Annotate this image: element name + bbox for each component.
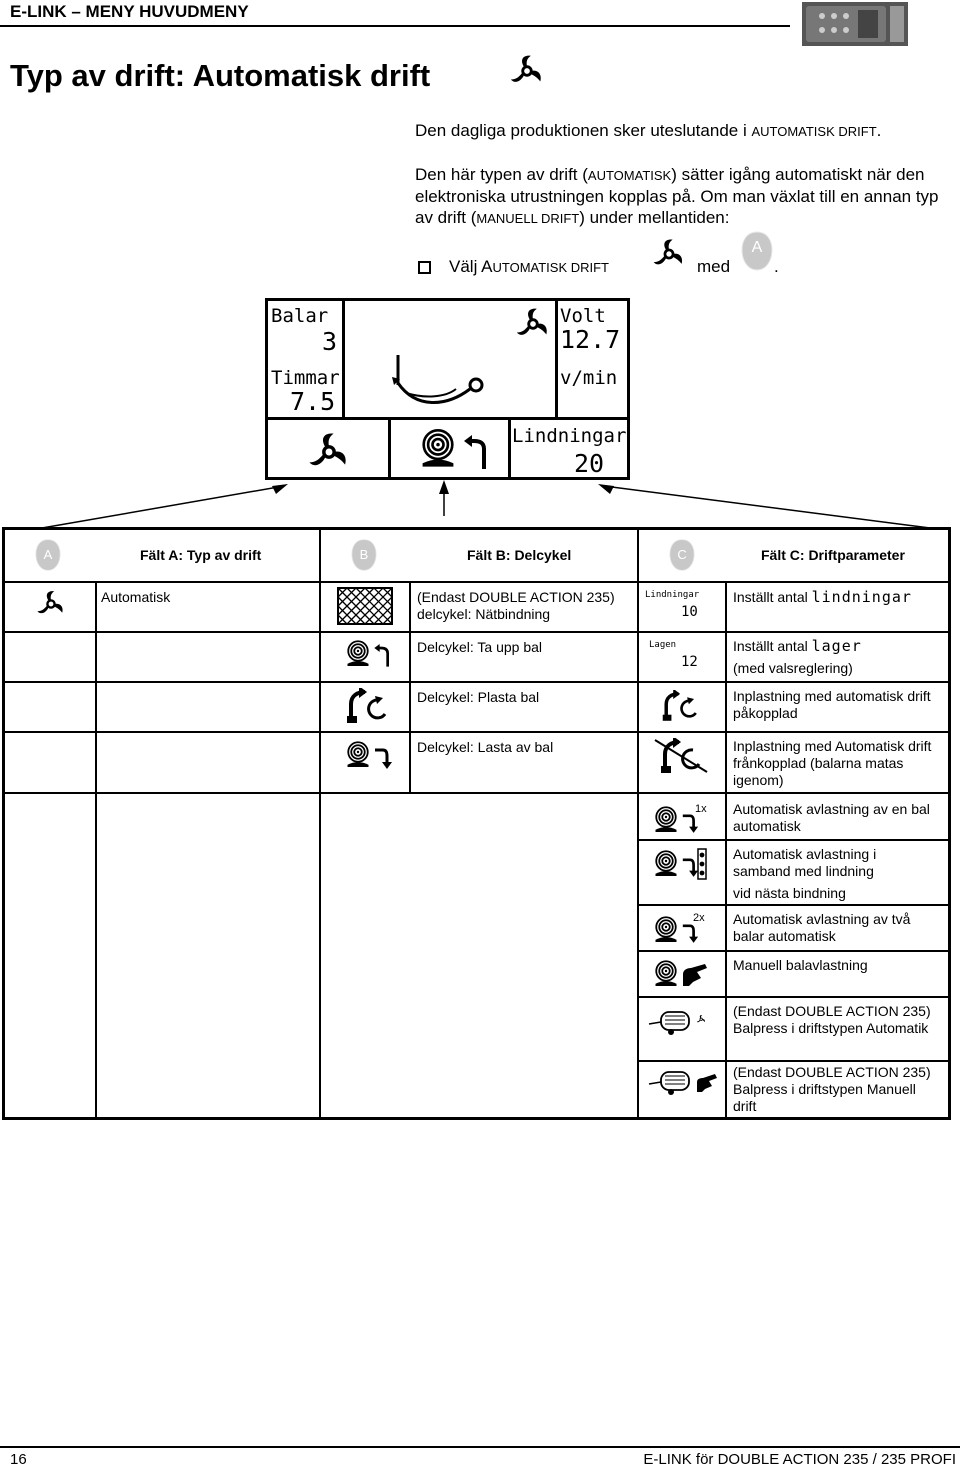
- page-number: 16: [10, 1451, 27, 1466]
- header-rule: [0, 25, 790, 27]
- lcd-bales-label: Balar: [271, 305, 329, 327]
- intro-text: [415, 120, 960, 251]
- unload-1x-icon: [651, 804, 681, 836]
- field-c-layers-note: (med valsreglering): [733, 660, 853, 676]
- unload-bale-icon: [343, 738, 373, 772]
- baler-rotor-icon: [386, 349, 496, 413]
- control-box-logo-icon: [802, 2, 908, 46]
- layers-setting-value: 12: [681, 654, 698, 670]
- field-c-wrap-auto-on: Inplastning med automatisk drift påkopplad: [733, 688, 931, 721]
- field-c-baler-manual: (Endast DOUBLE ACTION 235) Balpress i driftstypen Manuell drift: [733, 1064, 931, 1114]
- field-b-net-binding: (Endast DOUBLE ACTION 235) delcykel: Nätbindning: [417, 589, 615, 622]
- wraps-setting-value: 10: [681, 604, 698, 620]
- field-table: [2, 527, 951, 1120]
- wrap-bale-icon: [345, 688, 391, 724]
- table-row-divider: [637, 839, 948, 841]
- lcd-wraps-value: 20: [574, 449, 605, 478]
- net-binding-icon: [337, 587, 393, 625]
- page-title: Typ av drift: Automatisk drift: [10, 58, 431, 93]
- down-arrow-icon: [681, 922, 699, 944]
- table-col-divider: [637, 530, 639, 1117]
- table-col-divider: [319, 530, 321, 1117]
- table-row-divider: [5, 581, 948, 583]
- manual-unload-icon: [651, 958, 681, 990]
- instruction-period: .: [774, 257, 779, 276]
- field-a-value: Automatisk: [101, 589, 171, 605]
- down-arrow-icon: [373, 746, 393, 770]
- wrap-auto-on-icon: [661, 690, 701, 722]
- lcd-hours-value: 7.5: [290, 387, 336, 416]
- unload-1x-label: 1x: [695, 803, 707, 815]
- layers-setting-label: Lagen: [649, 640, 677, 650]
- pick-up-bale-icon: [343, 637, 373, 671]
- header-field-c: Fält C: Driftparameter: [761, 547, 905, 563]
- table-row-divider: [5, 631, 948, 633]
- table-row-divider: [5, 792, 948, 794]
- svg-text:A: A: [43, 547, 53, 563]
- field-c-layers: Inställt antal lager: [733, 637, 862, 655]
- instruction-med: med: [697, 257, 731, 276]
- lcd-divider: [388, 419, 391, 477]
- unload-2x-icon: [651, 914, 681, 946]
- field-c-unload-1x: Automatisk avlastning av en bal automatisk: [733, 801, 930, 834]
- field-c-unload-with-wrap-note: vid nästa bindning: [733, 885, 846, 901]
- instruction-text: Välj AUTOMATISK DRIFT: [449, 257, 610, 276]
- pointer-arrows: [0, 480, 960, 530]
- table-col-divider: [95, 581, 97, 1117]
- intro-paragraph-2: Den här typen av drift (AUTOMATISK) sätter igång automatiskt när den elektroniska utrustningen kopplas på. Om man växlat till en annan typ av drift (MANUELL DRIFT) under mellantiden:: [415, 165, 939, 227]
- table-row-divider: [5, 681, 948, 683]
- down-arrow-icon: [681, 812, 699, 834]
- lcd-display: [265, 298, 630, 480]
- automatic-mode-icon: [651, 236, 687, 272]
- lcd-divider: [342, 301, 345, 419]
- intro-paragraph-1: Den dagliga produktionen sker uteslutande i AUTOMATISK DRIFT.: [415, 121, 882, 140]
- footer-doc-title: E-LINK för DOUBLE ACTION 235 / 235 PROFI: [643, 1451, 956, 1466]
- table-row-divider: [637, 996, 948, 998]
- field-c-baler-auto: (Endast DOUBLE ACTION 235) Balpress i driftstypen Automatik: [733, 1003, 931, 1036]
- unload-with-wrap-icon: [651, 848, 681, 880]
- header-field-b: Fält B: Delcykel: [467, 547, 572, 563]
- svg-text:C: C: [677, 547, 687, 563]
- field-c-unload-2x: Automatisk avlastning av två balar automatisk: [733, 911, 911, 944]
- table-row-divider: [637, 950, 948, 952]
- key-b-icon: [349, 538, 379, 572]
- target-bale-icon: [416, 425, 460, 473]
- field-c-wraps: Inställt antal lindningar: [733, 588, 912, 606]
- automatic-mode-icon: [514, 305, 552, 343]
- header-title: E-LINK – MENY HUVUDMENY: [10, 2, 249, 21]
- lcd-volt-label: Volt: [560, 305, 606, 327]
- lcd-divider: [268, 417, 627, 420]
- field-c-unload-with-wrap: Automatisk avlastning i samband med lindning: [733, 846, 877, 879]
- unload-2x-label: 2x: [693, 912, 705, 924]
- table-col-divider: [409, 581, 411, 792]
- svg-text:B: B: [359, 547, 369, 563]
- automatic-mode-icon: [306, 429, 352, 475]
- table-row-divider: [637, 1060, 948, 1062]
- field-c-manual-unload: Manuell balavlastning: [733, 957, 868, 973]
- return-arrow-icon: [373, 643, 393, 669]
- svg-text:A: A: [751, 239, 763, 256]
- baler-auto-icon: [647, 1006, 705, 1036]
- field-b-pick-up: Delcykel: Ta upp bal: [417, 639, 543, 655]
- wraps-setting-label: Lindningar: [645, 590, 700, 600]
- signal-light-icon: [697, 848, 707, 880]
- lcd-divider: [508, 419, 511, 477]
- header-field-a: Fält A: Typ av drift: [140, 547, 262, 563]
- lcd-divider: [555, 301, 558, 419]
- lcd-bales-value: 3: [322, 327, 338, 356]
- return-arrow-icon: [462, 435, 492, 471]
- field-c-wrap-auto-off: Inplastning med Automatisk drift frånkopplad (balarna matas igenom): [733, 738, 932, 788]
- wrap-auto-off-icon: [653, 738, 709, 774]
- key-c-icon: [667, 538, 697, 572]
- automatic-mode-icon: [35, 588, 67, 620]
- hand-icon: [679, 960, 709, 988]
- table-col-divider: [725, 581, 727, 1117]
- automatic-mode-icon: [508, 52, 546, 90]
- key-a-icon: [740, 230, 774, 272]
- lcd-rpm-label: v/min: [560, 367, 618, 389]
- lcd-volt-value: 12.7: [560, 325, 621, 354]
- table-row-divider: [637, 904, 948, 906]
- baler-manual-icon: [647, 1066, 721, 1096]
- field-b-wrap: Delcykel: Plasta bal: [417, 689, 540, 705]
- footer-rule: [0, 1446, 960, 1448]
- field-b-unload: Delcykel: Lasta av bal: [417, 739, 554, 755]
- lcd-hours-label: Timmar: [271, 367, 340, 389]
- key-a-icon: [33, 538, 63, 572]
- lcd-wraps-label: Lindningar: [512, 425, 627, 447]
- table-row-divider: [5, 731, 948, 733]
- checkbox-bullet-icon: [418, 261, 431, 274]
